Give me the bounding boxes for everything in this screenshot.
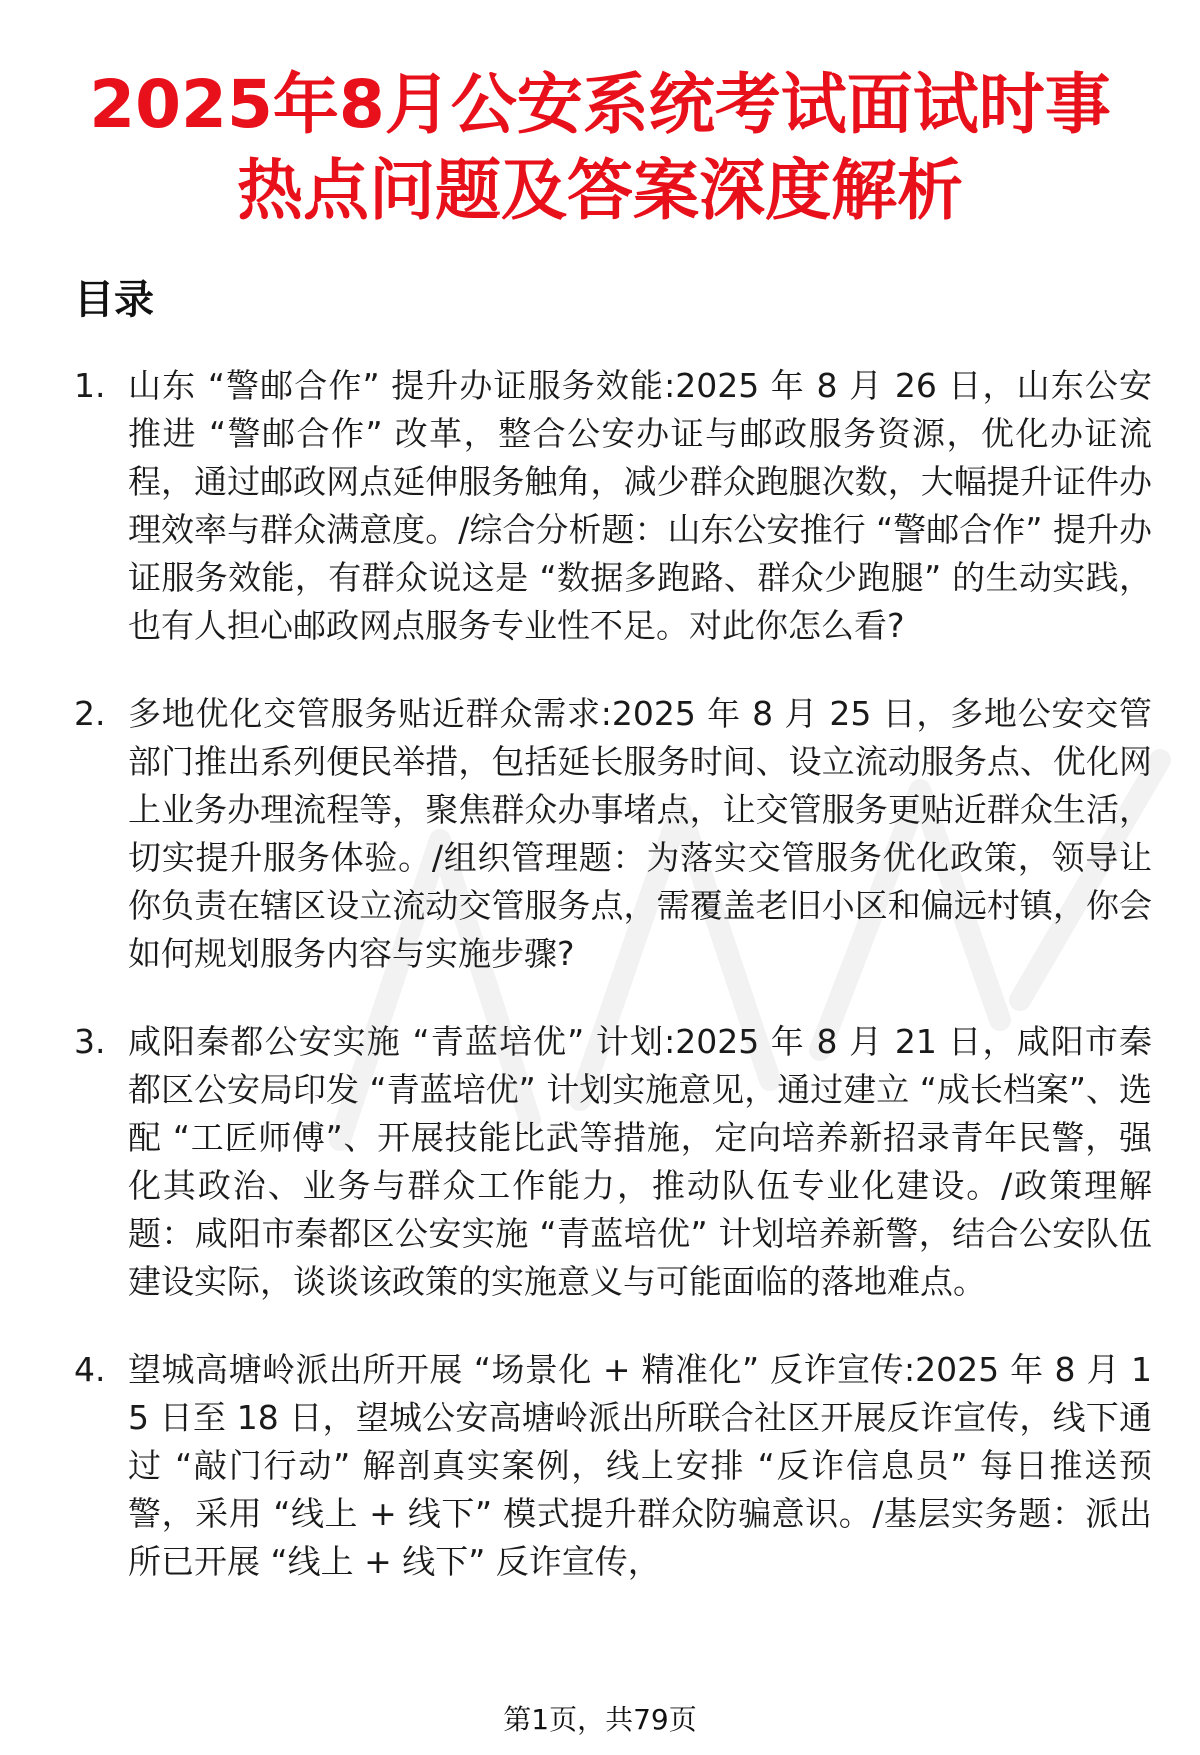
toc-item [0, 1346, 1200, 1586]
item-text: 多地优化交管服务贴近群众需求:2025 年 8 月 25 日，多地公安交管部门推出系列便民举措，包括延长服务时间、设立流动服务点、优化网上业务办理流程等，聚焦群众办事堵点，让交管服务更贴近群众生活，切实提升服务体验。/组织管理题：为落实交管服务优化政策，领导让你负责在辖区设立流动交管服务点，需覆盖老旧小区和偏远村镇，你会如何规划服务内容与实施步骤? [128, 694, 1152, 973]
item-number: 4. [74, 1350, 106, 1389]
item-text: 望城高塘岭派出所开展 “场景化 + 精准化” 反诈宣传:2025 年 8 月 15 日至 18 日，望城公安高塘岭派出所联合社区开展反诈宣传，线下通过 “敲门行动” 解剖真实案例，线上安排 “反诈信息员” 每日推送预警，采用 “线上 + 线下” 模式提升群众防骗意识。/基层实务题：派出所已开展 “线上 + 线下” 反诈宣传， [128, 1350, 1152, 1581]
toc-heading: 目录 [74, 277, 154, 323]
document-title: 2025年8月公安系统考试面试时事热点问题及答案深度解析 [89, 66, 1111, 229]
toc-item [0, 690, 1200, 978]
item-number: 3. [74, 1022, 106, 1061]
item-text: 山东 “警邮合作” 提升办证服务效能:2025 年 8 月 26 日，山东公安推进 “警邮合作” 改革，整合公安办证与邮政服务资源，优化办证流程，通过邮政网点延伸服务触角，减少群众跑腿次数，大幅提升证件办理效率与群众满意度。/综合分析题：山东公安推行 “警邮合作” 提升办证服务效能，有群众说这是 “数据多跑路、群众少跑腿” 的生动实践，也有人担心邮政网点服务专业性不足。对此你怎么看? [128, 366, 1152, 645]
item-number: 2. [74, 694, 106, 733]
page-footer: 第1页，共79页 [503, 1703, 697, 1736]
toc-list [0, 362, 1200, 1626]
toc-item [0, 362, 1200, 650]
toc-item [0, 1018, 1200, 1306]
item-number: 1. [74, 366, 106, 405]
item-text: 咸阳秦都公安实施 “青蓝培优” 计划:2025 年 8 月 21 日，咸阳市秦都区公安局印发 “青蓝培优” 计划实施意见，通过建立 “成长档案”、选配 “工匠师傅”、开展技能比武等措施，定向培养新招录青年民警，强化其政治、业务与群众工作能力，推动队伍专业化建设。/政策理解题：咸阳市秦都区公安实施 “青蓝培优” 计划培养新警，结合公安队伍建设实际，谈谈该政策的实施意义与可能面临的落地难点。 [128, 1022, 1152, 1301]
